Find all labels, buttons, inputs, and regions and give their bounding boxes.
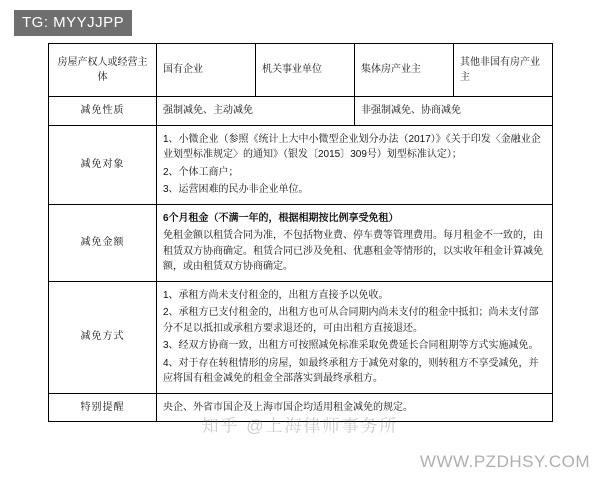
table-row	[49, 281, 553, 393]
row-value-method	[157, 281, 553, 393]
row-label-notice: 特别提醒	[49, 393, 157, 422]
document-table-wrapper	[48, 43, 553, 422]
watermark-center: 知乎 @上海律师事务所	[201, 416, 399, 436]
row-text: 1、小微企业（参照《统计上大中小微型企业划分办法（2017）》《关于印发〈金融业企业划型标准规定〉的通知》（银发〔2015〕309号）划型标准认定）；	[163, 133, 541, 160]
row-text: 2、个体工商户；	[163, 166, 239, 178]
row-text: 3、经双方协商一致，出租方可按照减免标准采取免费延长合同租期等方式实施减免。	[163, 340, 539, 351]
table-row	[49, 393, 553, 422]
header-cell-government-institution: 机关事业单位	[256, 44, 355, 97]
tg-tag-label: TG: MYYJJPP	[22, 14, 125, 31]
row-text: 4、对于存在转租情形的房屋，如最终承租方于减免对象的，则转租方不享受减免，并应将国有租金减免的租金全部落实到最终承租方。	[163, 357, 539, 384]
row-value-notice	[157, 393, 553, 422]
rent-reduction-table	[48, 43, 553, 422]
table-row	[49, 204, 553, 281]
row-label-method: 减免方式	[49, 281, 157, 393]
header-cell-owner-subject: 房屋产权人或经营主体	[49, 44, 157, 97]
tg-tag	[14, 10, 132, 36]
row-value-nature-state	[157, 97, 355, 126]
table-row	[49, 125, 553, 204]
row-value-target	[157, 125, 553, 204]
table-header-row	[49, 44, 553, 97]
row-value-amount	[157, 204, 553, 281]
row-text: 1、承租方尚未支付租金的，出租方直接予以免收。	[163, 289, 389, 301]
row-label-nature: 减免性质	[49, 97, 157, 126]
row-text: 非强制减免、协商减免	[361, 105, 461, 116]
row-text: 2、承租方已支付租金的，出租方也可从合同期内尚未支付的租金中抵扣；尚未支付部分不足以抵扣或承租方要求退还的，可由出租方直接退还。	[163, 307, 539, 334]
header-cell-collective-owner: 集体房产业主	[355, 44, 454, 97]
row-value-nature-nonstate	[355, 97, 553, 126]
row-text: 强制减免、主动减免	[163, 105, 253, 116]
row-text-emphasis: 6个月租金（不满一年的，根据相期按比例享受免租）	[163, 212, 399, 224]
table-body	[49, 44, 553, 422]
row-label-target: 减免对象	[49, 125, 157, 204]
watermark-url: WWW.PZDHSY.COM	[419, 452, 590, 471]
row-text: 央企、外省市国企及上海市国企均适用租金减免的规定。	[163, 401, 413, 413]
row-label-amount: 减免金额	[49, 204, 157, 281]
table-row	[49, 97, 553, 126]
header-cell-state-enterprise: 国有企业	[157, 44, 256, 97]
row-text: 免租金额以租赁合同为准，不包括物业费、停车费等管理费用。每月租金不一致的，由租赁双方协商确定。租赁合同已涉及免租、优惠租金等情形的，以实收年租金计算减免额，或由租赁双方协商确定。	[163, 230, 543, 272]
header-cell-other-nonstate-owner: 其他非国有房产业主	[454, 44, 553, 97]
row-text: 3、运营困难的民办非企业单位。	[163, 184, 309, 195]
